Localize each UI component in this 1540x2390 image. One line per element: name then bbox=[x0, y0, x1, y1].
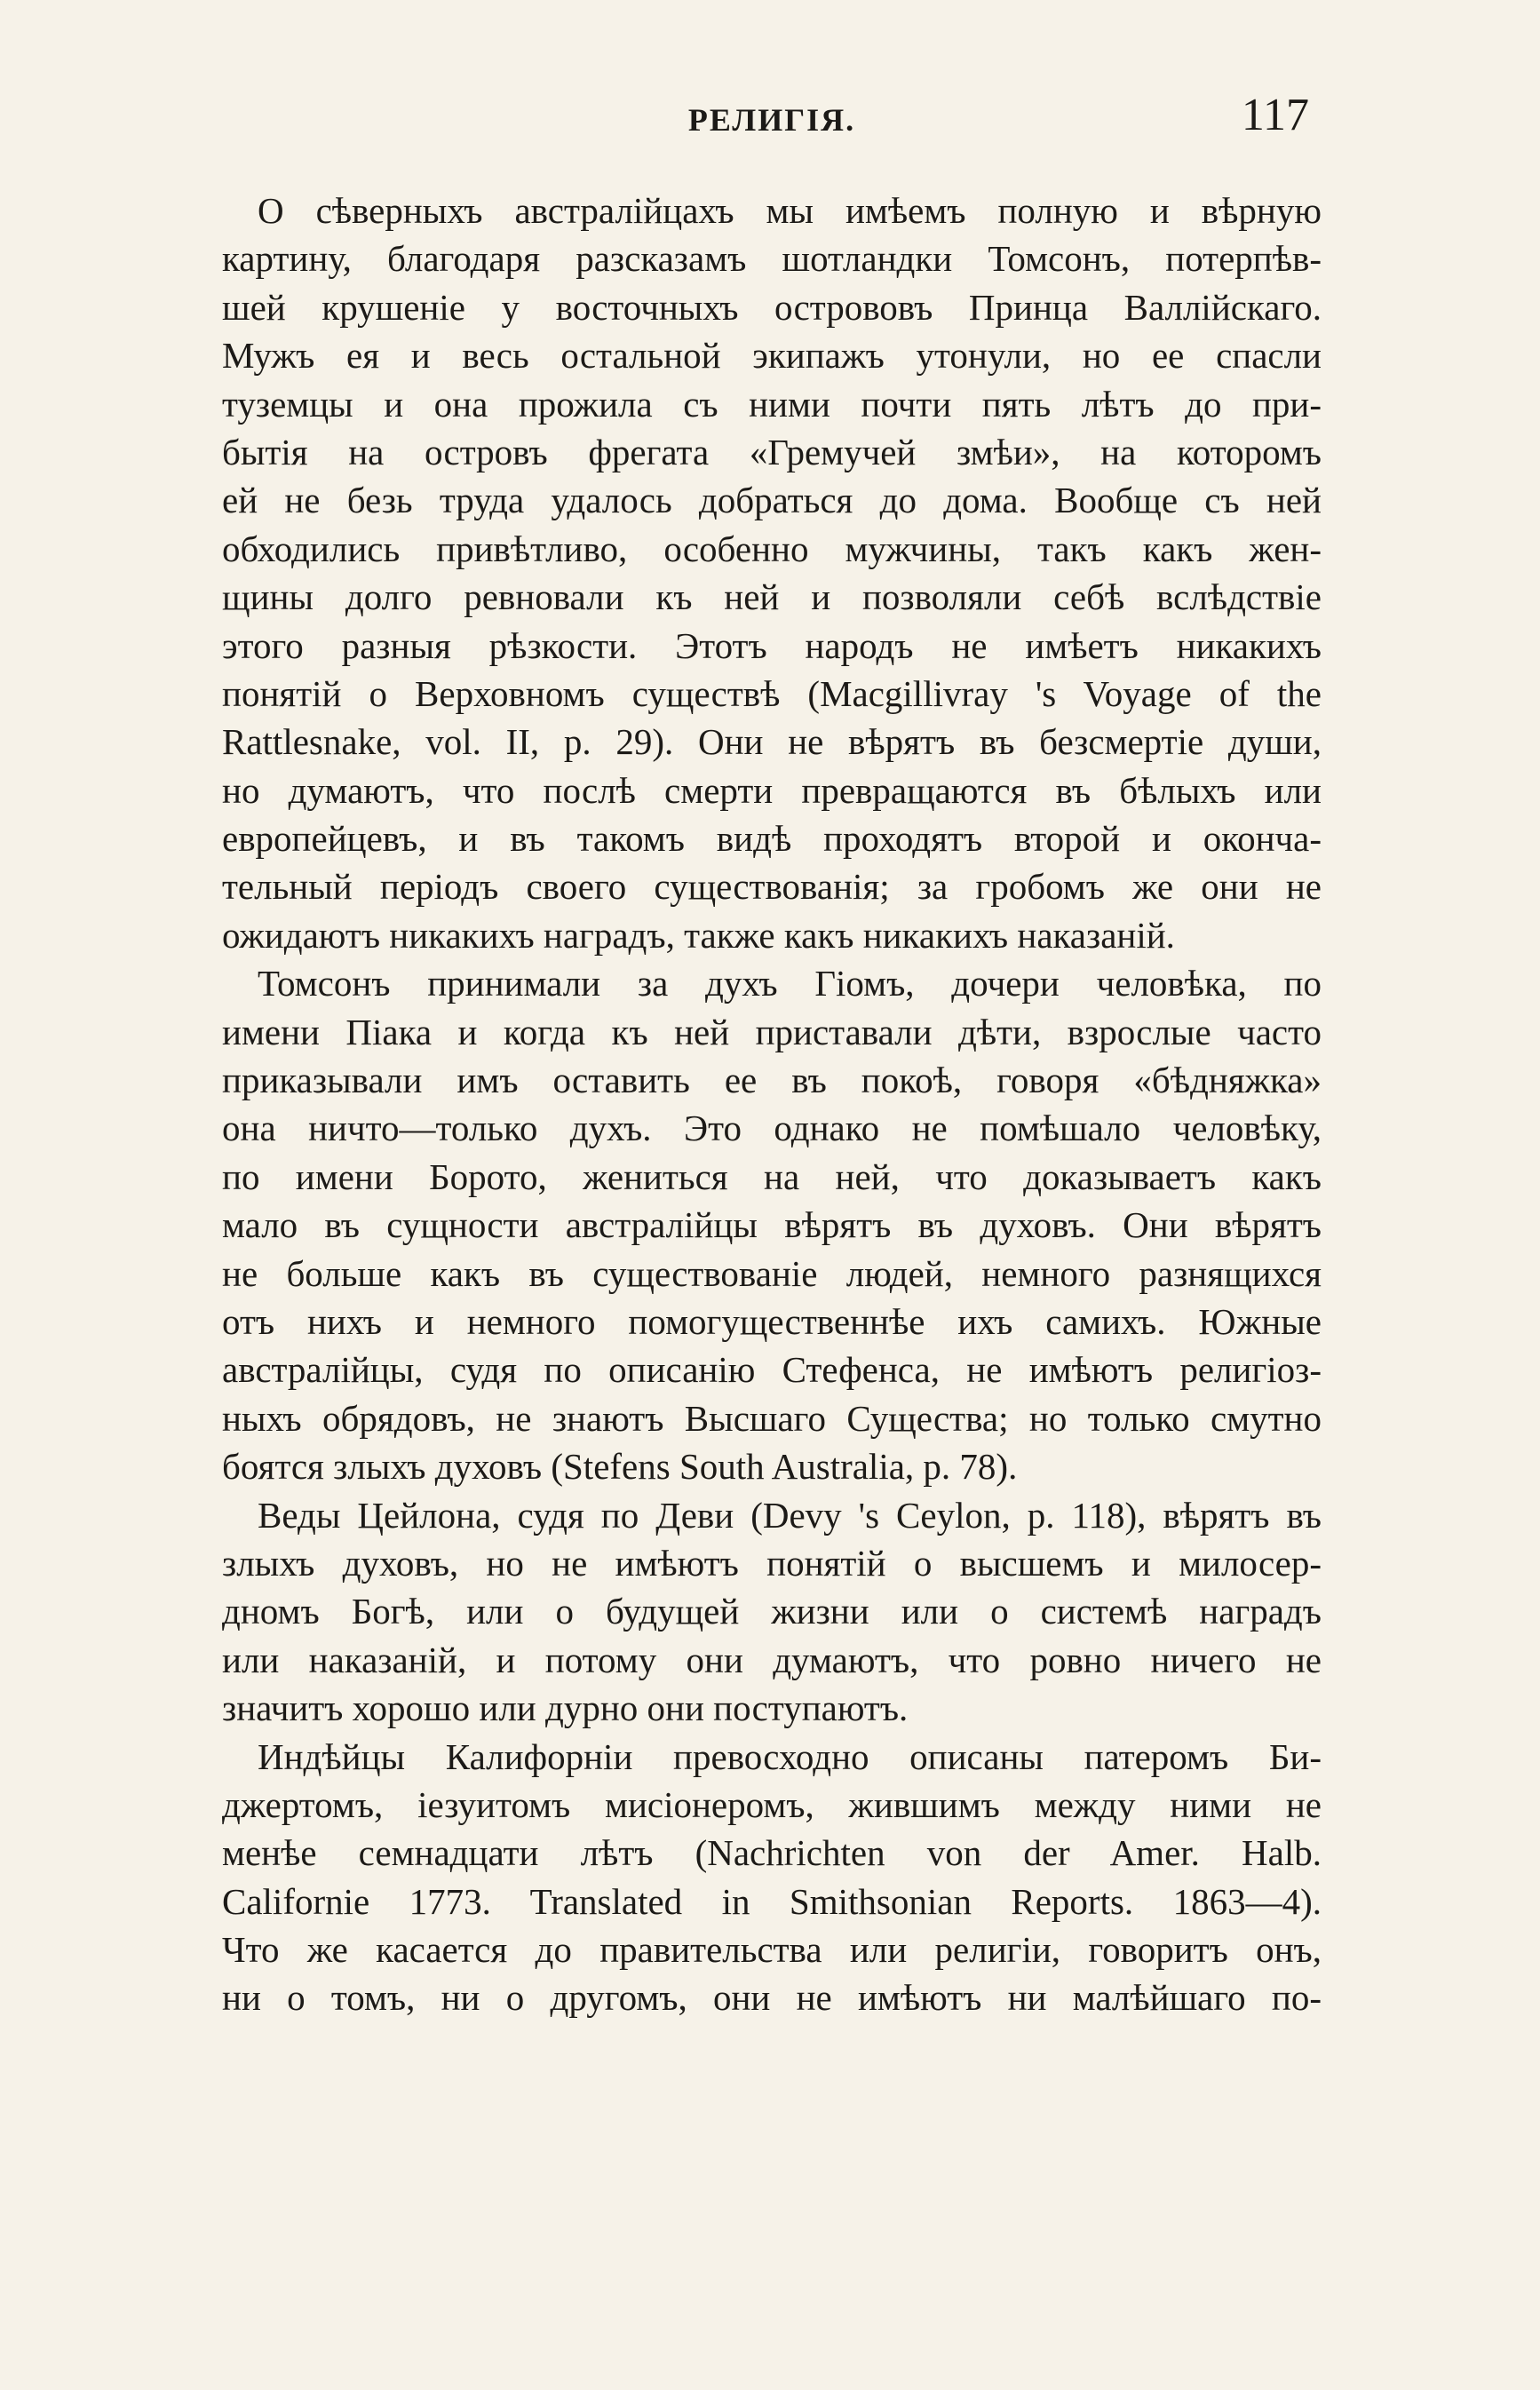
page-number: 117 bbox=[1241, 90, 1309, 140]
text-line: боятся злыхъ духовъ (Stefens South Australia, p. 78). bbox=[222, 1446, 1018, 1488]
text-line: ожидаютъ никакихъ наградъ, также какъ никакихъ наказаній. bbox=[222, 914, 1175, 956]
text-line: имени Піака и когда къ ней приставали дѣти, взрослые часто bbox=[222, 1011, 1322, 1052]
text-line: Томсонъ принимали за духъ Гіомъ, дочери человѣка, по bbox=[258, 963, 1322, 1004]
text-line: по имени Борото, жениться на ней, что доказываетъ какъ bbox=[222, 1155, 1322, 1197]
paragraph bbox=[222, 1733, 1322, 2022]
page-header bbox=[222, 89, 1322, 160]
text-line: мало въ сущности австралійцы вѣрятъ въ духовъ. Они вѣрятъ bbox=[222, 1204, 1322, 1246]
text-line: этого разныя рѣзкости. Этотъ народъ не имѣетъ никакихъ bbox=[222, 624, 1322, 666]
text-line: она ничто—только духъ. Это однако не помѣшало человѣку, bbox=[222, 1108, 1322, 1149]
text-line: ни о томъ, ни о другомъ, они не имѣютъ ни малѣйшаго по- bbox=[222, 1977, 1322, 2019]
paragraph bbox=[222, 187, 1322, 959]
paragraph bbox=[222, 1491, 1322, 1733]
running-head: РЕЛИГІЯ. bbox=[687, 102, 856, 138]
text-line: О сѣверныхъ австралійцахъ мы имѣемъ полную и вѣрную bbox=[258, 190, 1322, 231]
text-line: понятій о Верховномъ существѣ (Macgillivray 's Voyage of the bbox=[222, 672, 1322, 714]
text-line: Что же касается до правительства или религіи, говоритъ онъ, bbox=[222, 1929, 1322, 1971]
text-line: обходились привѣтливо, особенно мужчины, такъ какъ жен- bbox=[222, 528, 1322, 569]
text-line: дномъ Богѣ, или о будущей жизни или о системѣ наградъ bbox=[222, 1591, 1322, 1632]
text-line: Мужъ ея и весь остальной экипажъ утонули, но ее спасли bbox=[222, 335, 1322, 377]
text-line: тельный періодъ своего существованія; за гробомъ же они не bbox=[222, 866, 1322, 908]
body-text bbox=[222, 187, 1322, 2022]
text-line: Индѣйцы Калифорніи превосходно описаны патеромъ Би- bbox=[258, 1735, 1322, 1777]
text-line: Rattlesnake, vol. II, p. 29). Они не вѣрятъ въ безсмертіе души, bbox=[222, 721, 1322, 763]
paragraph bbox=[222, 959, 1322, 1490]
text-line: европейцевъ, и въ такомъ видѣ проходятъ второй и оконча- bbox=[222, 818, 1322, 860]
text-line: щины долго ревновали къ ней и позволяли себѣ вслѣдствіе bbox=[222, 576, 1322, 618]
text-line: туземцы и она прожила съ ними почти пять лѣтъ до при- bbox=[222, 383, 1322, 425]
text-line: приказывали имъ оставить ее въ покоѣ, говоря «бѣдняжка» bbox=[222, 1060, 1322, 1101]
text-line: джертомъ, іезуитомъ мисіонеромъ, жившимъ между ними не bbox=[222, 1783, 1322, 1825]
text-line: ныхъ обрядовъ, не знаютъ Высшаго Существа; но только смутно bbox=[222, 1397, 1322, 1439]
text-line: но думаютъ, что послѣ смерти превращаются въ бѣлыхъ или bbox=[222, 769, 1322, 811]
text-line: злыхъ духовъ, но не имѣютъ понятій о высшемъ и милосер- bbox=[222, 1542, 1322, 1584]
text-line: Веды Цейлона, судя по Деви (Devy 's Ceylon, p. 118), вѣрятъ въ bbox=[258, 1494, 1322, 1536]
text-line: или наказаній, и потому они думаютъ, что ровно ничего не bbox=[222, 1639, 1322, 1680]
text-line: австралійцы, судя по описанію Стефенса, не имѣютъ религіоз- bbox=[222, 1349, 1322, 1391]
text-line: шей крушеніе у восточныхъ острововъ Принца Валлійскаго. bbox=[222, 286, 1322, 328]
text-line: значитъ хорошо или дурно они поступаютъ. bbox=[222, 1687, 909, 1729]
text-line: менѣе семнадцати лѣтъ (Nachrichten von der Amer. Halb. bbox=[222, 1832, 1322, 1874]
text-line: не больше какъ въ существованіе людей, немного разнящихся bbox=[222, 1252, 1322, 1294]
text-line: картину, благодаря разсказамъ шотландки Томсонъ, потерпѣв- bbox=[222, 238, 1322, 280]
text-line: ей не безь труда удалось добраться до дома. Вообще съ ней bbox=[222, 480, 1322, 521]
text-line: бытія на островъ фрегата «Гремучей змѣи», на которомъ bbox=[222, 431, 1322, 472]
text-line: отъ нихъ и немного помогущественнѣе ихъ самихъ. Южные bbox=[222, 1300, 1322, 1342]
text-line: Californie 1773. Translated in Smithsonian Reports. 1863—4). bbox=[222, 1880, 1322, 1922]
